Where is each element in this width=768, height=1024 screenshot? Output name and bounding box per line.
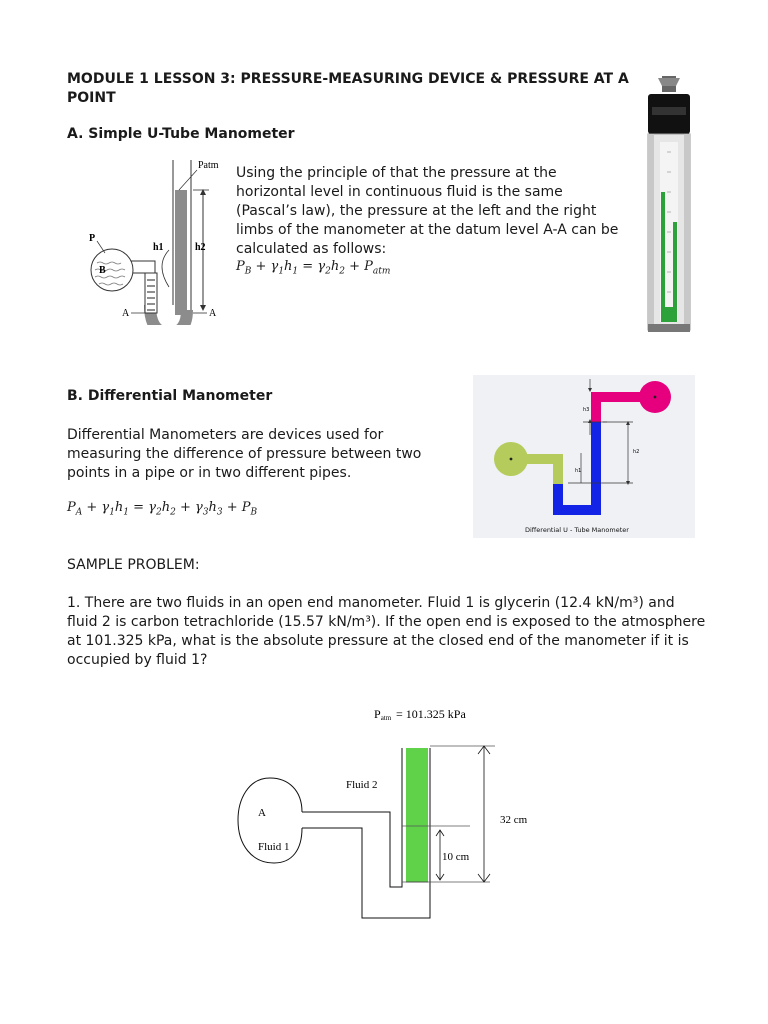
svg-text:Patm: Patm bbox=[374, 707, 392, 722]
section-b-heading: B. Differential Manometer bbox=[67, 388, 273, 404]
fluid2-label: Fluid 2 bbox=[346, 779, 378, 791]
h2-diff-label: h2 bbox=[633, 449, 640, 455]
u-tube-manometer-figure bbox=[85, 155, 240, 325]
differential-caption: Differential U - Tube Manometer bbox=[525, 526, 629, 534]
datum-a-right: A bbox=[209, 308, 217, 319]
h1-diff-label: h1 bbox=[575, 468, 582, 474]
patm-label: Patm bbox=[198, 160, 219, 171]
dim-32-label: 32 cm bbox=[500, 814, 528, 826]
right-limb-fluid bbox=[175, 190, 187, 315]
fluid2-column bbox=[406, 748, 428, 882]
dim-10-label: 10 cm bbox=[442, 851, 470, 863]
sample-problem-text: 1. There are two fluids in an open end manometer. Fluid 1 is glycerin (12.4 kN/m³) and fluid 2 is carbon tetrachloride (15.57 kN/m³). If the open end is exposed to the atmosphere at 101.325 kPa, what is the absolute pressure at the closed end of the manometer if it is occupied by fluid 1? bbox=[67, 595, 706, 668]
fluid1-label: Fluid 1 bbox=[258, 841, 290, 853]
sample-manometer-figure bbox=[230, 700, 540, 930]
patm-value: = 101.325 kPa bbox=[396, 707, 466, 721]
equation-b: $P_A + \gamma_1h_1 = \gamma_2h_2 + \gamma_3h_3 + P_B$ bbox=[67, 500, 258, 518]
bulb-b bbox=[91, 249, 133, 291]
datum-a-left: A bbox=[122, 308, 130, 319]
left-limb bbox=[145, 273, 157, 313]
page-title: MODULE 1 LESSON 3: PRESSURE-MEASURING DEVICE & PRESSURE AT A POINT bbox=[67, 71, 629, 106]
equation-a: $P_B + \gamma_1h_1 = \gamma_2h_2 + P_{atm}$ bbox=[236, 259, 391, 277]
manometer-device-photo bbox=[640, 72, 698, 337]
vessel-a-label: A bbox=[258, 807, 266, 819]
h3-label: h3 bbox=[583, 407, 590, 413]
section-b-paragraph: Differential Manometers are devices used for measuring the difference of pressure between two points in a pipe or in two different pipes. bbox=[67, 427, 422, 481]
p-label: P bbox=[89, 233, 96, 244]
h2-label: h2 bbox=[195, 242, 206, 253]
h1-label: h1 bbox=[153, 242, 164, 253]
sample-problem-heading: SAMPLE PROBLEM: bbox=[67, 557, 200, 573]
b-label: B bbox=[99, 265, 106, 276]
section-a-heading: A. Simple U-Tube Manometer bbox=[67, 126, 295, 142]
differential-manometer-figure bbox=[473, 375, 695, 538]
section-a-paragraph: Using the principle of that the pressure at the horizontal level in continuous fluid is the same (Pascal’s law), the pressure at the left and the right limbs of the manometer at the datum level A-A can be calculated as follows: bbox=[236, 165, 619, 257]
